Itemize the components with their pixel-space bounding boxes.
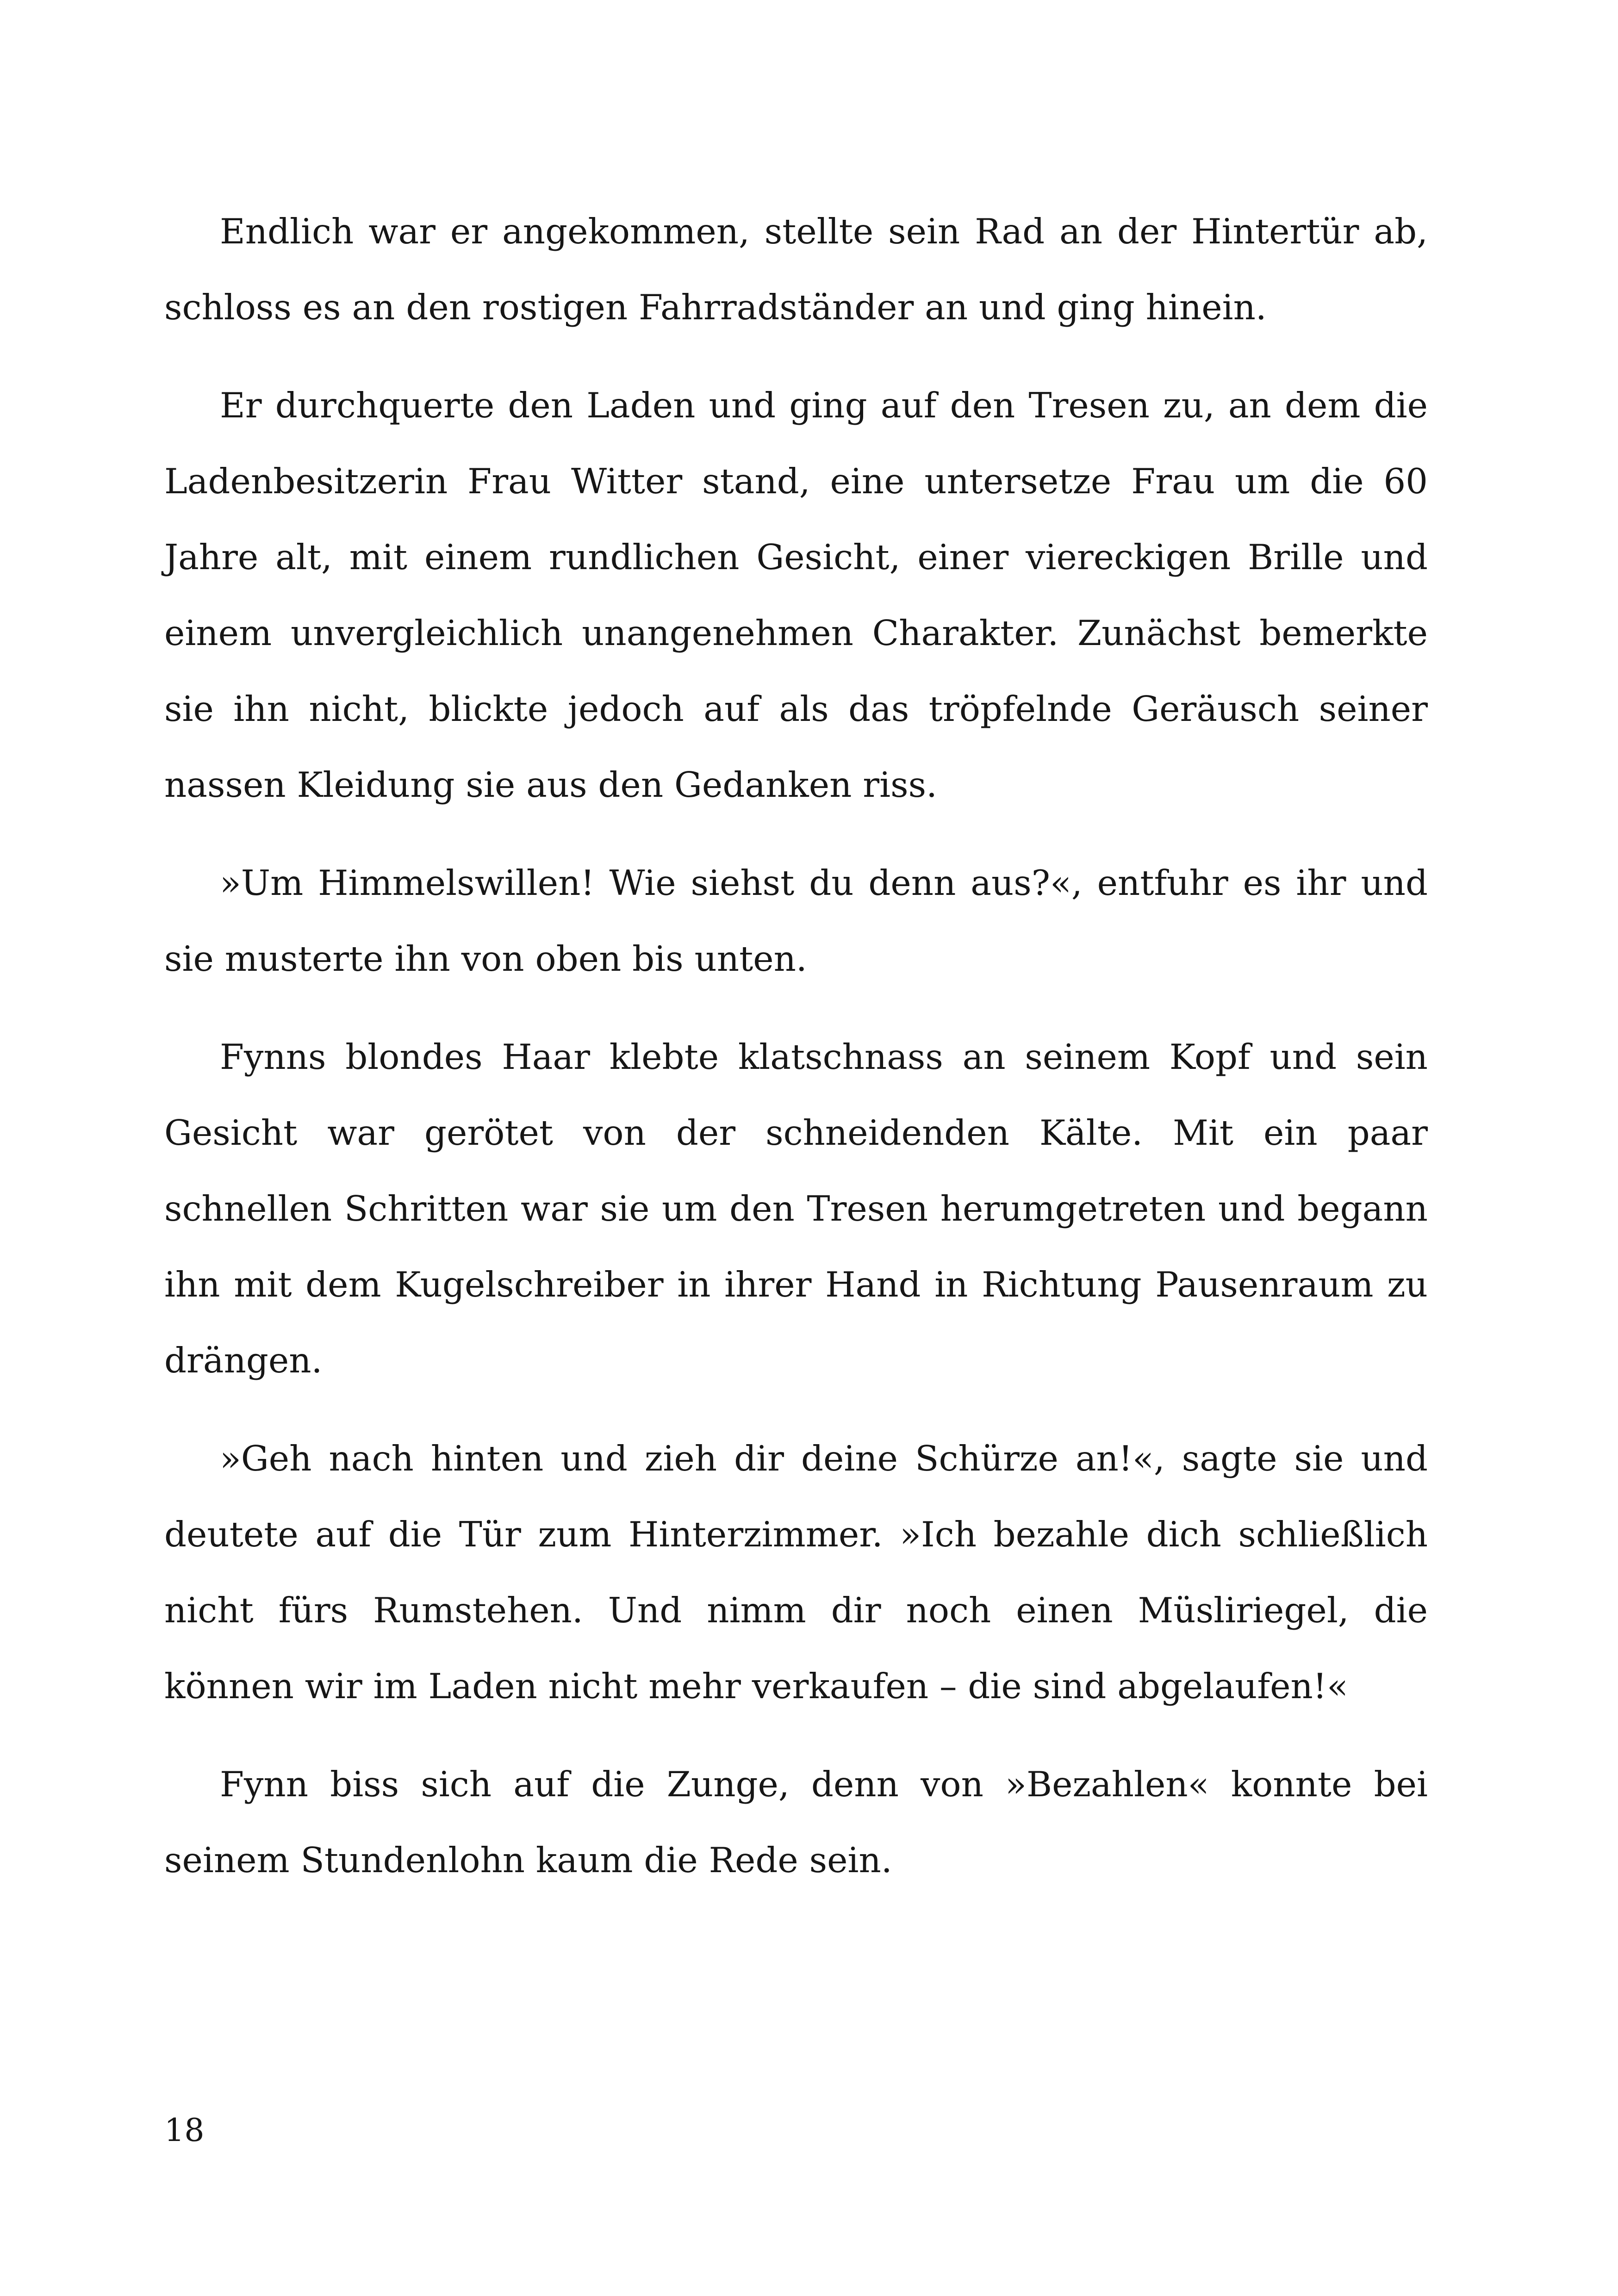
paragraph-5: »Geh nach hinten und zieh dir deine Schürze an!«, sagte sie und deutete auf die Tür zum Hinterzimmer. »Ich bezahle dich schließlich nicht fürs Rumstehen. Und nimm dir noch einen Müsliriegel, die können wir im Laden nicht mehr verkaufen – die sind abgelaufen!« bbox=[164, 1438, 1428, 1706]
paragraph-3: »Um Himmelswillen! Wie siehst du denn aus?«, entfuhr es ihr und sie musterte ihn von oben bis unten. bbox=[164, 863, 1428, 979]
page-number: 18 bbox=[164, 2112, 205, 2149]
body-text bbox=[164, 193, 1428, 1920]
paragraph-4: Fynns blondes Haar klebte klatschnass an seinem Kopf und sein Gesicht war gerötet von der schneidenden Kälte. Mit ein paar schnellen Schritten war sie um den Tresen herumgetreten und begann ihn mit dem Kugelschreiber in ihrer Hand in Richtung Pausenraum zu drängen. bbox=[164, 1036, 1428, 1381]
paragraph-2: Er durchquerte den Laden und ging auf den Tresen zu, an dem die Ladenbesitzerin Frau Witter stand, eine untersetze Frau um die 60 Jahre alt, mit einem rundlichen Gesicht, einer viereckigen Brille und einem unvergleichlich unangenehmen Charakter. Zunächst bemerkte sie ihn nicht, blickte jedoch auf als das tröpfelnde Geräusch seiner nassen Kleidung sie aus den Gedanken riss. bbox=[164, 385, 1428, 805]
paragraph-1: Endlich war er angekommen, stellte sein Rad an der Hintertür ab, schloss es an den rostigen Fahrradständer an und ging hinein. bbox=[164, 211, 1428, 328]
paragraph-6: Fynn biss sich auf die Zunge, denn von »Bezahlen« konnte bei seinem Stundenlohn kaum die Rede sein. bbox=[164, 1764, 1428, 1880]
